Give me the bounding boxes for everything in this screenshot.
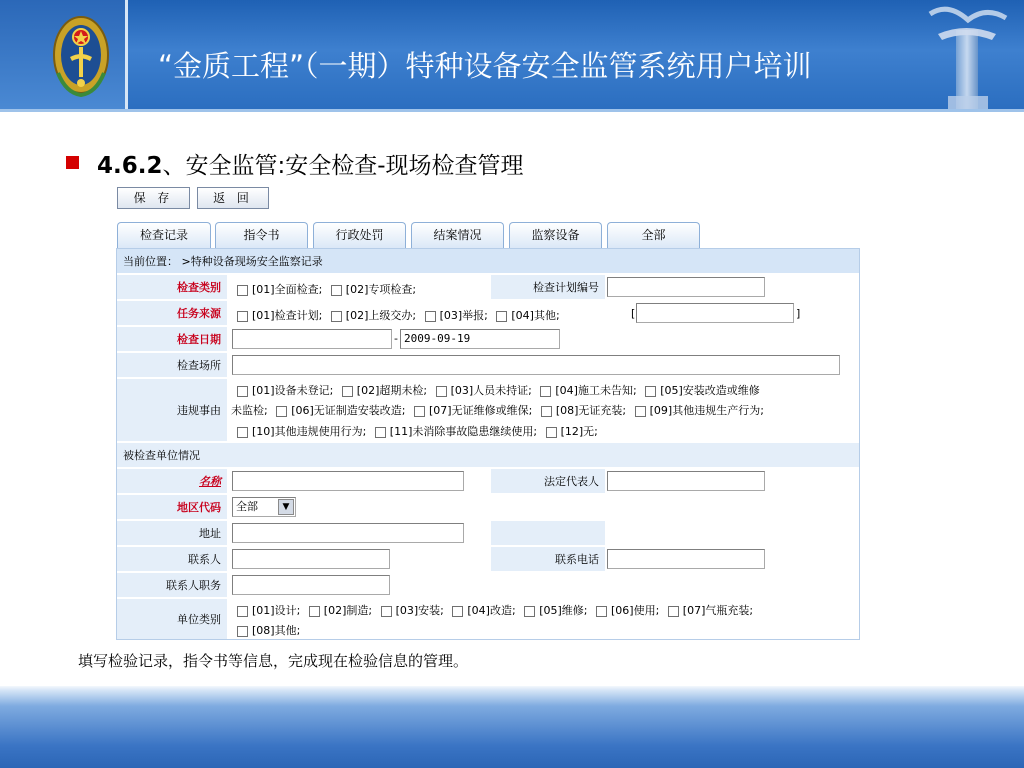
checkbox[interactable] — [496, 311, 507, 322]
check-place-row — [117, 353, 859, 377]
checkbox[interactable] — [375, 427, 386, 438]
bullet-square-icon — [66, 156, 79, 169]
option-label: [01]检查计划; — [252, 309, 323, 322]
date-range-dash: - — [394, 332, 398, 345]
date-to-input[interactable]: 2009-09-19 — [400, 329, 560, 349]
unit-name-row — [117, 469, 859, 493]
violation-label: 违规事由 — [117, 379, 229, 441]
violation-option[interactable] — [541, 402, 626, 418]
tab-supervised-equipment[interactable]: 监察设备 — [509, 222, 602, 248]
check-type-row — [117, 275, 859, 299]
inspected-unit-heading-row — [117, 443, 859, 467]
address-input[interactable] — [232, 523, 464, 543]
task-source-option[interactable] — [237, 307, 322, 323]
contact-label: 联系人 — [117, 547, 229, 571]
violation-row — [117, 379, 859, 441]
option-label: [01]全面检查; — [252, 283, 323, 296]
option-label: [08]无证充装; — [555, 404, 627, 417]
checkbox[interactable] — [331, 285, 342, 296]
unit-name-label: 名称 — [117, 469, 229, 493]
section-number: 4.6.2 — [97, 153, 163, 179]
check-place-label: 检查场所 — [117, 353, 229, 377]
checkbox[interactable] — [342, 386, 353, 397]
slide-footer — [0, 686, 1024, 768]
contact-title-input[interactable] — [232, 575, 390, 595]
violation-option[interactable] — [276, 402, 405, 418]
tab-directive[interactable]: 指令书 — [215, 222, 308, 248]
phone-input[interactable] — [607, 549, 765, 569]
breadcrumb-row — [117, 249, 859, 273]
option-label: [06]无证制造安装改造; — [291, 404, 406, 417]
checkbox[interactable] — [237, 606, 248, 617]
checkbox[interactable] — [546, 427, 557, 438]
unit-type-label: 单位类别 — [117, 599, 229, 639]
checkbox[interactable] — [381, 606, 392, 617]
national-emblem-icon — [52, 13, 110, 101]
checkbox[interactable] — [541, 406, 552, 417]
region-code-selected: 全部 — [236, 500, 258, 513]
violation-option[interactable] — [635, 402, 764, 418]
option-label: [01]设计; — [252, 604, 301, 617]
task-source-other-input[interactable] — [636, 303, 794, 323]
option-label: [04]其他; — [511, 309, 560, 322]
option-label: [02]上级交办; — [345, 309, 417, 322]
violation-option[interactable] — [414, 402, 532, 418]
unit-type-option[interactable] — [524, 602, 587, 618]
tab-case-closure[interactable]: 结案情况 — [411, 222, 504, 248]
violation-option-continued: 未监检; — [231, 404, 268, 417]
option-label: [05]维修; — [539, 604, 588, 617]
checkbox[interactable] — [331, 311, 342, 322]
checkbox[interactable] — [436, 386, 447, 397]
unit-type-option[interactable] — [381, 602, 444, 618]
plan-no-input[interactable] — [607, 277, 765, 297]
bracket-open: [ — [631, 307, 636, 320]
checkbox[interactable] — [414, 406, 425, 417]
checkbox[interactable] — [645, 386, 656, 397]
check-type-label: 检查类别 — [117, 275, 229, 299]
checkbox[interactable] — [237, 285, 248, 296]
violation-option[interactable] — [436, 382, 532, 398]
option-label: [03]安装; — [395, 604, 444, 617]
check-date-row — [117, 327, 859, 351]
phone-label: 联系电话 — [491, 547, 605, 571]
unit-type-option[interactable] — [309, 602, 372, 618]
unit-type-row — [117, 599, 859, 639]
option-label: [02]制造; — [323, 604, 373, 617]
plan-no-label: 检查计划编号 — [491, 275, 605, 299]
checkbox[interactable] — [668, 606, 679, 617]
option-label: [05]安装改造或维修 — [660, 384, 760, 397]
checkbox[interactable] — [635, 406, 646, 417]
slide-header — [0, 0, 1024, 112]
option-label: [03]举报; — [439, 309, 488, 322]
checkbox[interactable] — [524, 606, 535, 617]
chevron-down-icon[interactable]: ▼ — [278, 499, 294, 515]
option-label: [10]其他违规使用行为; — [252, 425, 367, 438]
option-label: [12]无; — [560, 425, 598, 438]
region-code-label: 地区代码 — [117, 495, 229, 519]
contact-title-label: 联系人职务 — [117, 573, 229, 597]
checkbox[interactable] — [425, 311, 436, 322]
checkbox[interactable] — [540, 386, 551, 397]
unit-name-input[interactable] — [232, 471, 464, 491]
check-place-input[interactable] — [232, 355, 840, 375]
region-code-row — [117, 495, 859, 519]
contact-title-row — [117, 573, 859, 597]
check-date-label: 检查日期 — [117, 327, 229, 351]
option-label: [07]气瓶充装; — [682, 604, 754, 617]
violation-option[interactable] — [540, 382, 636, 398]
violation-option[interactable] — [645, 382, 760, 398]
violation-option[interactable] — [342, 382, 427, 398]
slide-title: “金质工程”（一期）特种设备安全监管系统用户培训 — [158, 49, 812, 83]
unit-type-option[interactable] — [596, 602, 659, 618]
option-label: [02]超期未检; — [356, 384, 428, 397]
bracket-close: ] — [796, 307, 801, 320]
checkbox[interactable] — [596, 606, 607, 617]
violation-option[interactable] — [375, 423, 537, 439]
save-button[interactable]: 保 存 — [117, 187, 190, 209]
inspected-unit-heading: 被检查单位情况 — [117, 443, 859, 467]
unit-type-option[interactable] — [237, 602, 300, 618]
tab-inspection-record[interactable]: 检查记录 — [117, 222, 211, 248]
section-title: 、安全监管:安全检查-现场检查管理 — [162, 153, 524, 179]
violation-option[interactable] — [237, 423, 366, 439]
contact-row — [117, 547, 859, 571]
inspection-form — [116, 248, 860, 640]
region-code-select[interactable] — [232, 497, 296, 517]
contact-input[interactable] — [232, 549, 390, 569]
checkbox[interactable] — [237, 386, 248, 397]
checkbox[interactable] — [276, 406, 287, 417]
header-divider — [0, 109, 1024, 112]
task-source-option[interactable] — [496, 307, 559, 323]
violation-option[interactable] — [546, 423, 598, 439]
tab-administrative-penalty[interactable]: 行政处罚 — [313, 222, 406, 248]
tab-all[interactable]: 全部 — [607, 222, 700, 248]
date-from-input[interactable] — [232, 329, 392, 349]
huabiao-pillar-icon — [908, 0, 1024, 112]
legal-rep-input[interactable] — [607, 471, 765, 491]
option-label: [08]其他; — [252, 624, 301, 637]
section-heading — [97, 147, 524, 180]
unit-type-option[interactable] — [668, 602, 753, 618]
address-spacer — [491, 521, 605, 545]
option-label: [03]人员未持证; — [450, 384, 532, 397]
unit-type-option[interactable] — [237, 622, 300, 638]
breadcrumb: 当前位置： >特种设备现场安全监察记录 — [117, 249, 859, 273]
option-label: [07]无证维修或维保; — [429, 404, 533, 417]
option-label: [04]施工未告知; — [555, 384, 637, 397]
address-label: 地址 — [117, 521, 229, 545]
check-type-option[interactable] — [331, 281, 416, 297]
option-label: [04]改造; — [467, 604, 516, 617]
task-source-row — [117, 301, 859, 325]
check-type-option[interactable] — [237, 281, 322, 297]
back-button[interactable]: 返 回 — [197, 187, 269, 209]
slide-caption: 填写检验记录，指令书等信息，完成现在检验信息的管理。 — [78, 652, 469, 670]
emblem-panel — [0, 0, 128, 112]
task-source-option[interactable] — [331, 307, 416, 323]
option-label: [06]使用; — [610, 604, 660, 617]
unit-type-option[interactable] — [452, 602, 515, 618]
option-label: [11]未消除事故隐患继续使用; — [389, 425, 538, 438]
checkbox[interactable] — [237, 626, 248, 637]
task-source-label: 任务来源 — [117, 301, 229, 325]
checkbox[interactable] — [237, 427, 248, 438]
legal-rep-label: 法定代表人 — [491, 469, 605, 493]
address-row — [117, 521, 859, 545]
checkbox[interactable] — [237, 311, 248, 322]
task-source-option[interactable] — [425, 307, 488, 323]
option-label: [01]设备未登记; — [252, 384, 334, 397]
option-label: [09]其他违规生产行为; — [649, 404, 764, 417]
option-label: [02]专项检查; — [345, 283, 417, 296]
checkbox[interactable] — [309, 606, 320, 617]
violation-option[interactable] — [237, 382, 333, 398]
checkbox[interactable] — [452, 606, 463, 617]
